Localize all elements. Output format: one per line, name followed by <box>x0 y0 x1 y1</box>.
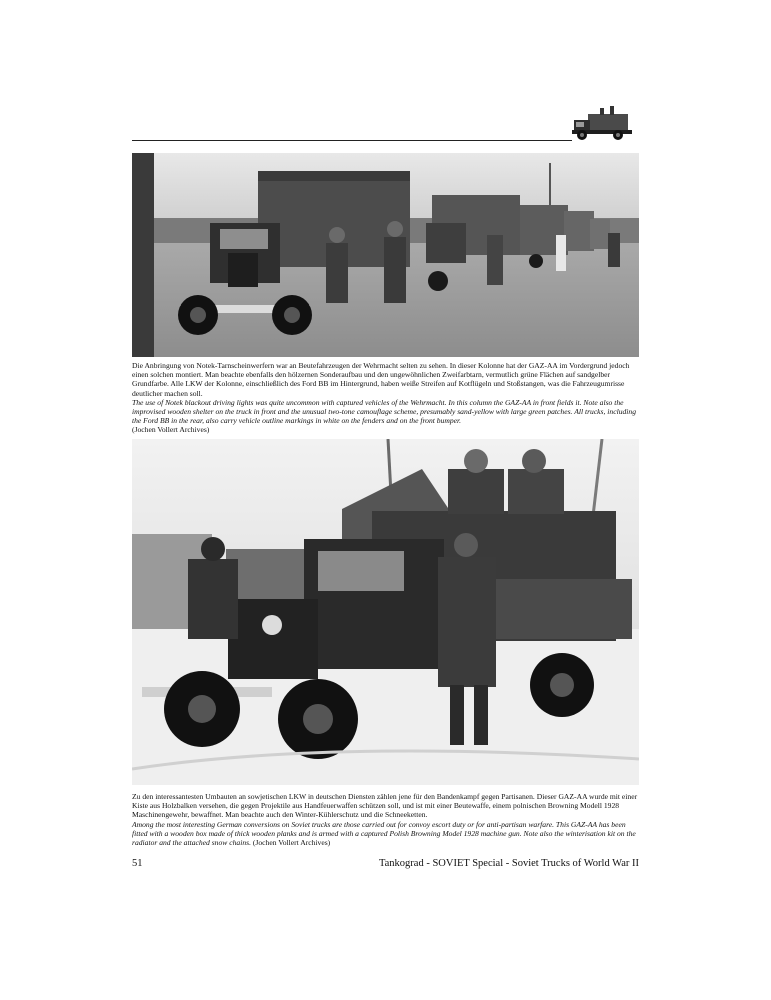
caption-german-text: Die Anbringung von Notek-Tarnscheinwerfern war an Beutefahrzeugen der Wehrmacht selten zu sehen. In dieser Kolonne hat der GAZ-AA im Vordergrund jedoch einen solchen montiert. Man beachte ebenfalls den hölzernen Sonderaufbau und den ungewöhnlichen Zweifarbtarn, vermutlich grüne Flächen auf sandgelber Grundfarbe. Alle LKW der Kolonne, einschließlich des Ford BB im Hintergrund, haben weiße Streifen auf Kotflügeln und Stoßstangen, was die Fahrzeugumrisse deutlicher machen soll. <box>132 361 630 398</box>
truck-icon <box>570 104 638 142</box>
caption-german-text: Zu den interessantesten Umbauten an sowjetischen LKW in deutschen Diensten zählen jene für den Bandenkampf gegen Partisanen. Dieser GAZ-AA wurde mit einer Kiste aus Holzbalken versehen, die gegen Projektile aus Handfeuerwaffen schützen soll, und ist mit einer Beutewaffe, einem polnischen Browning Modell 1928 Maschinengewehr, bewaffnet. Man beachte auch den Winter-Kühlerschutz und die Schneeketten. <box>132 792 638 820</box>
caption-english-text: The use of Notek blackout driving lights was quite uncommon with captured vehicles of the Wehrmacht. In this column the GAZ-AA in front fields it. Note also the improvised wooden shelter on the truck in front and the unusual two-tone camouflage scheme, presumably sand-yellow with large green patches. All trucks, including the Ford BB in the rear, also carry vehicle outline markings in white on the fenders and on the front bumper. <box>132 397 636 426</box>
caption-credit: (Jochen Vollert Archives) <box>132 425 210 435</box>
running-title: Tankograd - SOVIET Special - Soviet Trucks of World War II <box>378 858 639 869</box>
caption-winter-truck <box>132 792 639 847</box>
caption-english-text <box>132 820 639 848</box>
caption-english-body: Among the most interesting German conversions on Soviet trucks are those carried out for convoy escort duty or for anti-partisan warfare. This GAZ-AA has been fitted with a wooden box made of thick wooden planks and is armed with a captured Polish Browning Model 1928 machine gun. Note also the winterisation kit on the radiator and the attached snow chains. <box>132 819 636 848</box>
caption-credit: (Jochen Vollert Archives) <box>252 838 331 848</box>
page-number: 51 <box>132 858 143 869</box>
photo-convoy <box>132 153 639 357</box>
photo-winter-truck <box>132 439 639 785</box>
header-rule <box>132 140 572 141</box>
caption-convoy <box>132 361 639 435</box>
